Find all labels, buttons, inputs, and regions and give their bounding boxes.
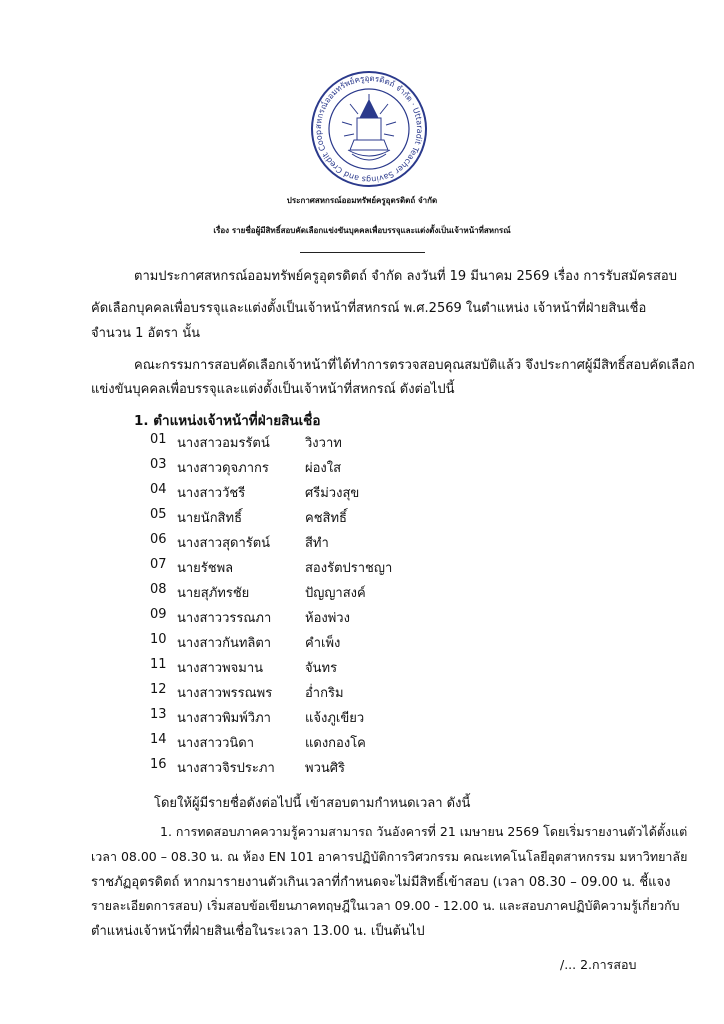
candidate-number: 05 [150,507,167,522]
announcement-title: ประกาศสหกรณ์ออมทรัพย์ครูอุตรดิตถ์ จำกัด [286,196,438,205]
candidate-first-name: นายรัชพล [177,561,234,576]
committee-line: คณะกรรมการสอบคัดเลือกเจ้าหน้าที่ได้ทำการตรวจสอบคุณสมบัติแล้ว จึงประกาศผู้มีสิทธิ์สอบคัดเลือก [134,358,695,373]
candidate-first-name: นางสาวพรรณพร [177,686,273,701]
candidate-number: 01 [150,432,167,447]
candidate-last-name: ศรีม่วงสุข [305,486,360,501]
candidate-last-name: สีทำ [305,536,329,551]
continued-marker: /... 2.การสอบ [560,957,637,972]
instructions-lead: โดยให้ผู้มีรายชื่อดังต่อไปนี้ เข้าสอบตามกำหนดเวลา ดังนี้ [154,796,471,811]
candidate-last-name: ห้องพ่วง [305,611,350,626]
instruction-line: รายละเอียดการสอบ) เริ่มสอบข้อเขียนภาคทฤษฎีในเวลา 09.00 - 12.00 น. และสอบภาคปฏิบัติความรู้เกี่ยวกับ [91,898,680,913]
candidate-number: 12 [150,682,167,697]
candidate-number: 07 [150,557,167,572]
instruction-line: 1. การทดสอบภาคความรู้ความสามารถ วันอังคารที่ 21 เมษายน 2569 โดยเริ่มรายงานตัวได้ตั้งแต่ [160,824,688,839]
instruction-line: ตำแหน่งเจ้าหน้าที่ฝ่ายสินเชื่อในระเวลา 13.00 น. เป็นต้นไป [91,924,425,939]
candidate-number: 09 [150,607,167,622]
intro-line: จำนวน 1 อัตรา นั้น [91,326,200,341]
candidate-first-name: นายนักสิทธิ์ [177,511,242,526]
candidate-number: 11 [150,657,167,672]
candidate-last-name: สองรัตปราชญา [305,561,393,576]
candidate-first-name: นางสาววนิดา [177,736,254,751]
candidate-last-name: คชสิทธิ์ [305,511,347,526]
candidate-first-name: นางสาววัชรี [177,486,246,501]
announcement-subject: เรื่อง รายชื่อผู้มีสิทธิ์สอบคัดเลือกแข่งขันบุคคลเพื่อบรรจุและแต่งตั้งเป็นเจ้าหน้าที่สหกรณ์ [213,226,511,235]
candidate-first-name: นายสุภัทรชัย [177,586,250,601]
candidate-first-name: นางสาวพจมาน [177,661,264,676]
candidate-number: 10 [150,632,167,647]
cooperative-seal-logo [310,70,428,188]
candidate-first-name: นางสาวกันทลิตา [177,636,272,651]
candidate-first-name: นางสาวสุดารัตน์ [177,536,271,551]
intro-line: คัดเลือกบุคคลเพื่อบรรจุและแต่งตั้งเป็นเจ้าหน้าที่สหกรณ์ พ.ศ.2569 ในตำแหน่ง เจ้าหน้าที่ฝ่ายสินเชื่อ [91,301,647,316]
instruction-line: เวลา 08.00 – 08.30 น. ณ ห้อง EN 101 อาคารปฏิบัติการวิศวกรรม คณะเทคโนโลยีอุตสาหกรรม มหาวิทยาลัย [91,849,688,864]
candidate-last-name: ผ่องใส [305,461,342,476]
candidate-number: 14 [150,732,167,747]
seal-ring-text: สหกรณ์ออมทรัพย์ครูอุตรดิตถ์ จำกัด · Uttaradit Teacher Savings and Credit Coop [313,73,425,185]
candidate-number: 08 [150,582,167,597]
candidate-number: 13 [150,707,167,722]
section-heading-credit-officer: 1. ตำแหน่งเจ้าหน้าที่ฝ่ายสินเชื่อ [134,413,321,429]
candidate-last-name: วิงวาท [305,436,342,451]
candidate-last-name: จันทร [305,661,338,676]
candidate-first-name: นางสาวพิมพ์วิภา [177,711,271,726]
instruction-line: ราชภัฏอุตรดิตถ์ หากมารายงานตัวเกินเวลาที่กำหนดจะไม่มีสิทธิ์เข้าสอบ (เวลา 08.30 – 09.00 น. ชี้แจง [91,875,671,890]
candidate-first-name: นางสาวจิรประภา [177,761,275,776]
candidate-first-name: นางสาวอมรรัตน์ [177,436,270,451]
candidate-number: 16 [150,757,167,772]
candidate-last-name: พวนศิริ [305,761,345,776]
candidate-number: 06 [150,532,167,547]
candidate-last-name: อ่ำกริม [305,686,344,701]
intro-line: ตามประกาศสหกรณ์ออมทรัพย์ครูอุตรดิตถ์ จำกัด ลงวันที่ 19 มีนาคม 2569 เรื่อง การรับสมัครสอบ [134,269,677,284]
candidate-last-name: แจ้งภูเขียว [305,711,365,726]
committee-line: แข่งขันบุคคลเพื่อบรรจุและแต่งตั้งเป็นเจ้าหน้าที่สหกรณ์ ดังต่อไปนี้ [91,382,455,397]
candidate-last-name: ปัญญาสงค์ [305,586,366,601]
candidate-first-name: นางสาววรรณภา [177,611,272,626]
candidate-number: 03 [150,457,167,472]
candidate-last-name: คำเพ็ง [305,636,341,651]
candidate-number: 04 [150,482,167,497]
candidate-last-name: แดงกองโค [305,736,366,751]
title-divider [300,252,425,253]
candidate-first-name: นางสาวดุจภากร [177,461,269,476]
